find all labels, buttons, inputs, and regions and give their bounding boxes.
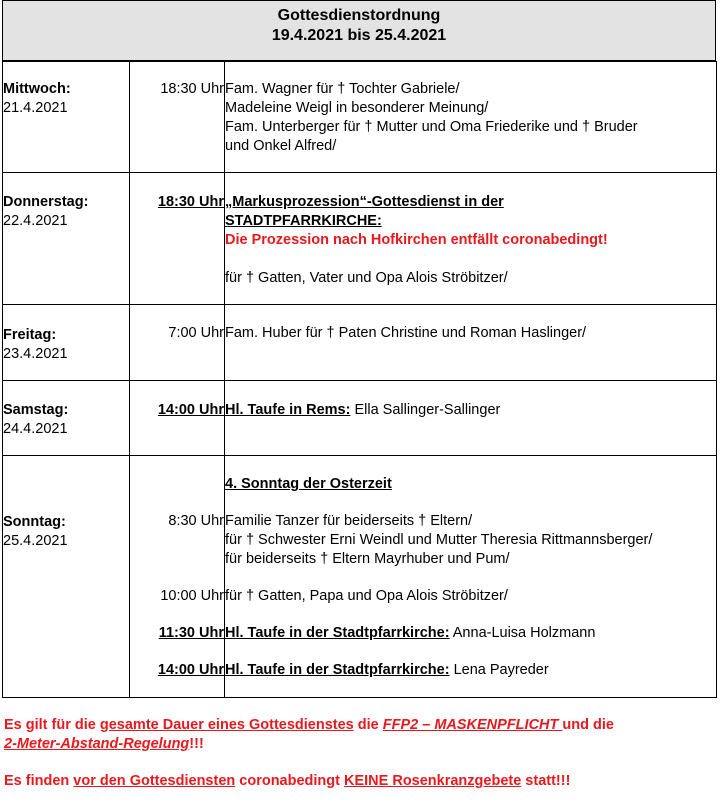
schedule-document bbox=[2, 0, 716, 698]
baptism-label: Hl. Taufe in Rems: bbox=[225, 402, 351, 418]
time-cell bbox=[130, 62, 225, 173]
baptism-label: Hl. Taufe in der Stadtpfarrkirche: bbox=[225, 625, 450, 641]
day-cell bbox=[3, 381, 130, 456]
time-cell bbox=[130, 173, 225, 305]
weekday: Freitag: bbox=[3, 327, 57, 343]
baptism-label: Hl. Taufe in der Stadtpfarrkirche: bbox=[225, 662, 450, 678]
intention-line: Madeleine Weigl in besonderer Meinung/ bbox=[225, 100, 489, 116]
intention-line: für beiderseits † Eltern Mayrhuber und Pum/ bbox=[225, 551, 510, 567]
description-cell bbox=[225, 456, 717, 698]
table-row bbox=[3, 381, 717, 456]
day-cell bbox=[3, 173, 130, 305]
intention-line: Familie Tanzer für beiderseits † Eltern/ bbox=[225, 513, 473, 529]
service-time: 11:30 Uhr bbox=[158, 625, 224, 641]
intention-line: für † Schwester Erni Weindl und Mutter Theresia Rittmannsberger/ bbox=[225, 532, 653, 548]
service-time: 14:00 Uhr bbox=[157, 662, 224, 678]
page-title: Gottesdienstordnung bbox=[277, 7, 441, 24]
date: 23.4.2021 bbox=[3, 346, 68, 362]
date-range: 19.4.2021 bis 25.4.2021 bbox=[271, 27, 447, 44]
day-cell bbox=[3, 62, 130, 173]
date: 21.4.2021 bbox=[3, 100, 68, 116]
table-row bbox=[3, 173, 717, 305]
intention-line: Fam. Unterberger für † Mutter und Oma Friederike und † Bruder bbox=[225, 119, 638, 135]
cancellation-note: Die Prozession nach Hofkirchen entfällt coronabedingt! bbox=[225, 232, 608, 248]
baptism-name: Ella Sallinger-Sallinger bbox=[354, 402, 501, 418]
time-cell bbox=[130, 381, 225, 456]
time-cell bbox=[130, 456, 225, 698]
sunday-heading: 4. Sonntag der Osterzeit bbox=[225, 476, 392, 492]
intention-line: und Onkel Alfred/ bbox=[225, 138, 337, 154]
day-cell bbox=[3, 305, 130, 381]
weekday: Mittwoch: bbox=[3, 81, 71, 97]
intention-line: für † Gatten, Papa und Opa Alois Ströbitzer/ bbox=[225, 588, 508, 604]
baptism-name: Anna-Luisa Holzmann bbox=[452, 625, 596, 641]
service-time: 18:30 Uhr bbox=[160, 81, 224, 97]
service-time: 10:00 Uhr bbox=[160, 588, 224, 604]
service-time: 7:00 Uhr bbox=[168, 325, 224, 341]
intention-line: Fam. Wagner für † Tochter Gabriele/ bbox=[225, 81, 460, 97]
table-row bbox=[3, 62, 717, 173]
date: 24.4.2021 bbox=[3, 421, 68, 437]
description-cell bbox=[225, 381, 717, 456]
rosary-notice: Es finden vor den Gottesdiensten coronabedingt KEINE Rosenkranzgebete statt!!! bbox=[4, 773, 571, 789]
title-box bbox=[2, 0, 716, 61]
service-time: 14:00 Uhr bbox=[157, 402, 224, 418]
weekday: Donnerstag: bbox=[3, 194, 89, 210]
service-heading: „Markusprozession“-Gottesdienst in der bbox=[225, 194, 504, 210]
description-cell bbox=[225, 62, 717, 173]
description-cell bbox=[225, 305, 717, 381]
schedule-table bbox=[2, 61, 717, 698]
intention-line: Fam. Huber für † Paten Christine und Roman Haslinger/ bbox=[225, 325, 587, 341]
table-row bbox=[3, 305, 717, 381]
mask-notice: Es gilt für die gesamte Dauer eines Gottesdienstes die FFP2 – MASKENPFLICHT und die 2-Meter-Abstand-Regelung!!! bbox=[4, 717, 614, 752]
day-cell bbox=[3, 456, 130, 698]
date: 25.4.2021 bbox=[3, 533, 68, 549]
service-time: 18:30 Uhr bbox=[157, 194, 224, 210]
table-row bbox=[3, 456, 717, 698]
weekday: Samstag: bbox=[3, 402, 69, 418]
service-heading: STADTPFARRKIRCHE: bbox=[225, 213, 382, 229]
baptism-name: Lena Payreder bbox=[453, 662, 549, 678]
description-cell bbox=[225, 173, 717, 305]
service-time: 8:30 Uhr bbox=[168, 513, 224, 529]
time-cell bbox=[130, 305, 225, 381]
date: 22.4.2021 bbox=[3, 213, 68, 229]
intention-line: für † Gatten, Vater und Opa Alois Ströbitzer/ bbox=[225, 270, 508, 286]
weekday: Sonntag: bbox=[3, 514, 66, 530]
